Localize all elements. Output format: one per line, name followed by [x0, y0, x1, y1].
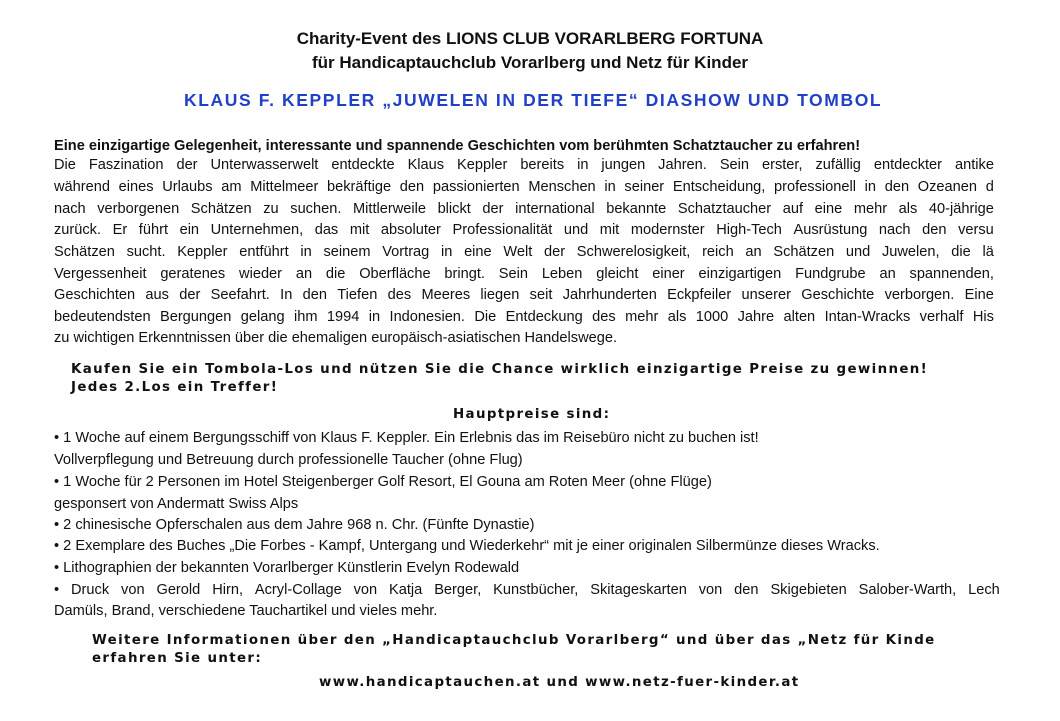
intro-word: bekräftige	[327, 179, 392, 195]
intro-word: suchen.	[290, 201, 342, 217]
info-text-cont: erfahren Sie unter:	[92, 651, 263, 666]
prize-item: • 2 chinesische Opferschalen aus dem Jahre 968 n. Chr. (Fünfte Dynastie)	[54, 517, 535, 533]
intro-word: als	[667, 309, 687, 325]
intro-word: His	[972, 309, 994, 325]
intro-word: an	[295, 266, 313, 282]
intro-word: Eine	[964, 287, 994, 303]
intro-word: mit	[599, 222, 620, 238]
druck-word: Katja	[389, 582, 423, 598]
intro-word: Sein	[719, 157, 750, 173]
prize-item: • 1 Woche auf einem Bergungsschiff von Klaus F. Keppler. Ein Erlebnis das im Reisebüro nicht zu buchen ist!	[54, 430, 759, 446]
intro-word: Unterwasserwelt	[210, 157, 319, 173]
intro-word: und	[563, 222, 589, 238]
intro-word: Eckpfeiler	[667, 287, 732, 303]
intro-word: In	[280, 287, 293, 303]
intro-word: des	[387, 287, 412, 303]
intro-word: auf	[782, 201, 804, 217]
intro-word: Jahre	[737, 309, 775, 325]
intro-word: Tiefen	[337, 287, 378, 303]
prize-item-druck	[54, 582, 1000, 598]
druck-word: Hirn,	[212, 582, 243, 598]
intro-word: Vortrag	[382, 244, 430, 260]
intro-word: Juwelen,	[881, 244, 940, 260]
intro-word: mehr	[853, 201, 888, 217]
intro-word: den	[884, 179, 910, 195]
druck-word: Berger,	[434, 582, 482, 598]
event-subtitle: KLAUS F. KEPPLER „JUWELEN IN DER TIEFE“ DIASHOW UND TOMBOL	[184, 90, 883, 110]
intro-word: seinem	[323, 244, 371, 260]
intro-word: den	[399, 179, 425, 195]
event-beneficiaries: für Handicaptauchclub Vorarlberg und Netz für Kinder	[311, 53, 749, 72]
intro-word: Welt	[503, 244, 533, 260]
intro-word: Leben	[541, 266, 583, 282]
tombola-call: Kaufen Sie ein Tombola-Los und nützen Sie die Chance wirklich einzigartige Preise zu gewinnen!	[71, 362, 929, 377]
intro-word: modernster	[630, 222, 705, 238]
intro-word: Klaus	[407, 157, 445, 173]
prize-item: • Lithographien der bekannten Vorarlberger Künstlerin Evelyn Rodewald	[54, 560, 520, 576]
intro-word: verhalf	[919, 309, 964, 325]
intro-word: Er	[112, 222, 128, 238]
intro-word: reich	[702, 244, 734, 260]
intro-word: international	[515, 201, 595, 217]
intro-word: der	[176, 157, 198, 173]
intro-word: der	[179, 287, 201, 303]
druck-word: den	[734, 582, 759, 598]
intro-word: 1000	[695, 309, 729, 325]
druck-word: Lech	[968, 582, 1000, 598]
intro-word: liegen	[480, 287, 520, 303]
intro-lead: Eine einzigartige Gelegenheit, interessante und spannende Geschichten vom berühmten Schatztaucher zu erfahren!	[54, 138, 861, 154]
intro-word: führt	[138, 222, 168, 238]
prize-item: • 2 Exemplare des Buches „Die Forbes - Kampf, Untergang und Wiederkehr“ mit je einer originalen Silbermünze dieses Wracks.	[54, 538, 880, 554]
intro-word: Schätzen	[190, 201, 252, 217]
intro-word: entführt	[239, 244, 289, 260]
intro-word: bekannte	[606, 201, 667, 217]
intro-word: in	[604, 179, 616, 195]
intro-word: mehr	[625, 309, 659, 325]
intro-word: Keppler	[457, 157, 508, 173]
intro-word: Schätzen	[54, 244, 115, 260]
intro-word: jungen	[601, 157, 646, 173]
intro-word: in	[300, 244, 312, 260]
intro-word: die	[325, 266, 346, 282]
intro-word: Menschen	[528, 179, 596, 195]
intro-line	[54, 244, 994, 260]
intro-word: Jahrhunderten	[562, 287, 657, 303]
intro-line	[54, 179, 994, 195]
intro-word: nach	[54, 201, 86, 217]
intro-word: lä	[982, 244, 994, 260]
intro-word: bereits	[520, 157, 565, 173]
intro-word: Vergessenheit	[54, 266, 147, 282]
intro-word: einer	[652, 266, 685, 282]
intro-word: bedeutendsten	[54, 309, 151, 325]
intro-word: Ozeanen	[917, 179, 977, 195]
intro-word: Entdeckung	[505, 309, 583, 325]
intro-word: High-Tech	[716, 222, 782, 238]
intro-word: und	[845, 244, 871, 260]
intro-word: als	[898, 201, 918, 217]
intro-line	[54, 157, 994, 173]
intro-word: mit	[349, 222, 370, 238]
intro-word: eine	[814, 201, 843, 217]
intro-word: 40-jährige	[928, 201, 994, 217]
intro-word: professionell	[774, 179, 856, 195]
intro-word: blickt	[437, 201, 471, 217]
intro-word: Mittlerweile	[352, 201, 426, 217]
intro-word: seiner	[624, 179, 665, 195]
intro-word: versu	[958, 222, 994, 238]
intro-word: d	[985, 179, 994, 195]
intro-word: einzigartigen	[698, 266, 782, 282]
intro-word: während	[54, 179, 110, 195]
intro-word: ein	[179, 222, 200, 238]
intro-word: zurück.	[54, 222, 102, 238]
intro-word: die	[951, 244, 971, 260]
intro-word: Die	[54, 157, 76, 173]
intro-word: Entscheidung,	[672, 179, 766, 195]
druck-word: Skitageskarten	[590, 582, 687, 598]
druck-word: Acryl-Collage	[254, 582, 342, 598]
prize-item: • 1 Woche für 2 Personen im Hotel Steigenberger Golf Resort, El Gouna am Roten Meer (ohne Flüge)	[54, 474, 712, 490]
prize-item: Vollverpflegung und Betreuung durch professionelle Taucher (ohne Flug)	[54, 452, 523, 468]
intro-word: Sein	[498, 266, 528, 282]
intro-word: in	[577, 157, 589, 173]
intro-word: nach	[878, 222, 911, 238]
intro-word: an	[745, 244, 762, 260]
intro-line	[54, 222, 994, 238]
intro-word: wieder	[239, 266, 283, 282]
intro-word: verborgenen	[97, 201, 180, 217]
intro-word: Faszination	[88, 157, 164, 173]
intro-word: Meeres	[421, 287, 471, 303]
intro-line	[54, 201, 994, 217]
website-links: www.handicaptauchen.at und www.netz-fuer-kinder.at	[319, 675, 800, 690]
intro-word: zufällig	[815, 157, 861, 173]
intro-word: Keppler	[177, 244, 228, 260]
intro-word: Fundgrube	[795, 266, 866, 282]
intro-word: Professionalität	[452, 222, 553, 238]
intro-last-line: zu wichtigen Erkenntnissen über die ehemaligen europäisch-asiatischen Handelswege.	[54, 330, 618, 346]
druck-word: von	[353, 582, 378, 598]
intro-word: Indonesien.	[389, 309, 465, 325]
druck-word: von	[121, 582, 145, 598]
intro-word: bringt.	[444, 266, 485, 282]
intro-word: der	[482, 201, 504, 217]
intro-word: absoluter	[380, 222, 441, 238]
intro-word: erster,	[761, 157, 803, 173]
druck-word: Salober-Warth,	[858, 582, 957, 598]
intro-word: passionierten	[432, 179, 520, 195]
intro-word: den	[302, 287, 327, 303]
intro-word: in	[441, 244, 453, 260]
druck-word: von	[698, 582, 723, 598]
intro-word: des	[592, 309, 616, 325]
intro-word: eines	[118, 179, 154, 195]
intro-word: Urlaubs	[162, 179, 213, 195]
intro-word: Schatztaucher	[677, 201, 772, 217]
intro-word: am	[221, 179, 242, 195]
intro-word: das	[314, 222, 339, 238]
intro-word: Intan-Wracks	[824, 309, 911, 325]
prizes-heading: Hauptpreise sind:	[453, 407, 611, 422]
intro-word: sucht.	[126, 244, 166, 260]
intro-word: Jahren.	[658, 157, 707, 173]
intro-word: entdeckter	[873, 157, 943, 173]
intro-word: Schwerelosigkeit,	[576, 244, 691, 260]
intro-word: eine	[464, 244, 492, 260]
intro-word: Mittelmeer	[250, 179, 319, 195]
intro-line	[54, 309, 994, 325]
intro-word: ihm	[294, 309, 318, 325]
intro-word: 1994	[326, 309, 360, 325]
intro-word: seit	[529, 287, 553, 303]
intro-word: zu	[263, 201, 279, 217]
intro-word: der	[544, 244, 566, 260]
intro-word: an	[879, 266, 896, 282]
druck-word: •	[54, 582, 60, 598]
intro-line	[54, 266, 994, 282]
info-text: Weitere Informationen über den „Handicaptauchclub Vorarlberg“ und über das „Netz für Kinde	[92, 633, 936, 648]
druck-word: Kunstbücher,	[493, 582, 579, 598]
intro-word: Geschichte	[801, 287, 875, 303]
druck-word: Skigebieten	[770, 582, 847, 598]
intro-line	[54, 287, 994, 303]
intro-word: Geschichten	[54, 287, 136, 303]
intro-word: gleicht	[596, 266, 639, 282]
intro-word: entdeckte	[331, 157, 395, 173]
prize-item: gesponsert von Andermatt Swiss Alps	[54, 496, 299, 512]
intro-word: Bergungen	[159, 309, 232, 325]
intro-word: aus	[145, 287, 169, 303]
intro-word: spannenden,	[909, 266, 994, 282]
intro-word: Schätzen	[773, 244, 835, 260]
tombola-odds: Jedes 2.Los ein Treffer!	[71, 380, 279, 395]
intro-word: Die	[474, 309, 497, 325]
intro-word: in	[368, 309, 381, 325]
intro-word: gelang	[240, 309, 285, 325]
intro-word: unserer	[741, 287, 791, 303]
intro-word: in	[864, 179, 877, 195]
event-title: Charity-Event des LIONS CLUB VORARLBERG FORTUNA	[296, 29, 764, 48]
intro-word: Unternehmen,	[210, 222, 304, 238]
druck-word: Gerold	[156, 582, 201, 598]
intro-word: geratenes	[160, 266, 226, 282]
intro-word: verborgen.	[884, 287, 955, 303]
intro-word: den	[922, 222, 947, 238]
intro-word: alten	[783, 309, 816, 325]
intro-word: Oberfläche	[359, 266, 431, 282]
druck-word: Druck	[71, 582, 110, 598]
intro-word: Seefahrt.	[210, 287, 270, 303]
prize-item-druck-cont: Damüls, Brand, verschiedene Tauchartikel und vieles mehr.	[54, 603, 438, 619]
intro-word: antike	[955, 157, 994, 173]
intro-word: Ausrüstung	[793, 222, 868, 238]
